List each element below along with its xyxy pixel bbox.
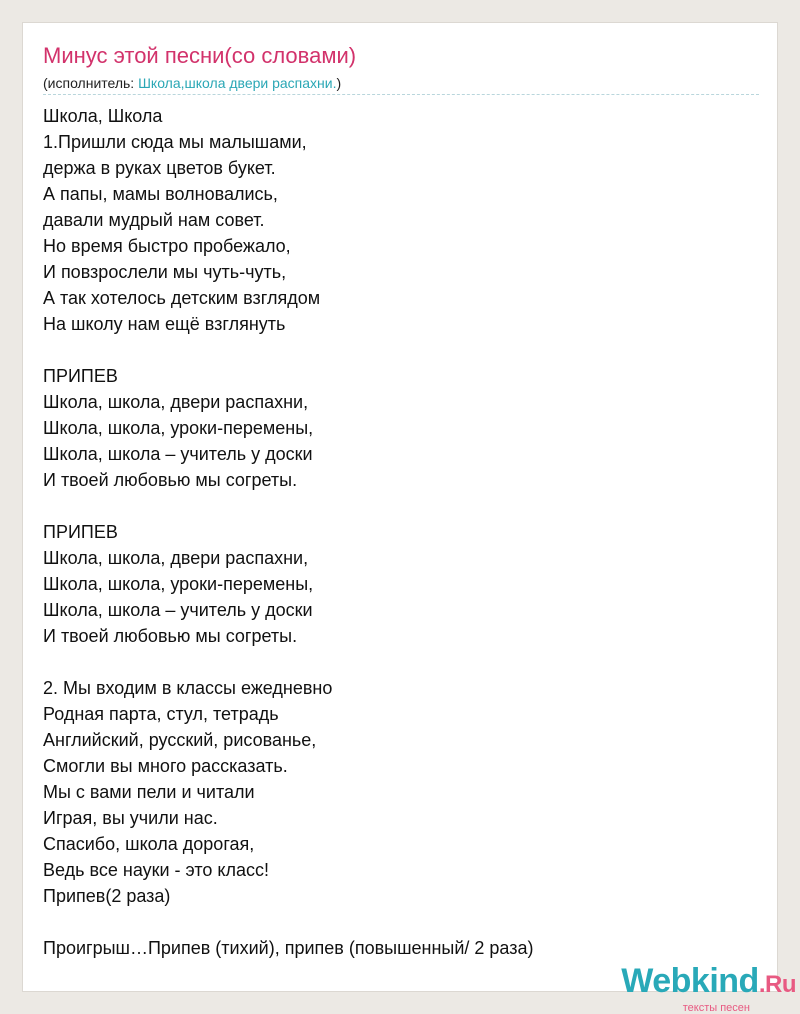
performer-prefix: (исполнитель: — [43, 75, 139, 91]
logo-tagline: тексты песен — [682, 1002, 750, 1014]
logo-main-text: Webkind — [621, 962, 759, 1000]
logo-wordmark — [596, 964, 796, 1002]
page-title: Минус этой песни(со словами) — [43, 43, 357, 68]
divider — [43, 94, 759, 95]
logo-tld-text: .Ru — [758, 971, 796, 998]
site-logo[interactable] — [596, 962, 796, 1014]
performer-suffix: ) — [336, 75, 342, 91]
performer-line — [43, 73, 341, 93]
performer-link[interactable]: Школа,школа двери распахни. — [138, 75, 337, 91]
lyrics-text: Школа, Школа 1.Пришли сюда мы малышами, держа в руках цветов букет. А папы, мамы волновались, давали мудрый нам совет. Но время быстро пробежало, И повзрослели мы чуть-чуть, А так хотелось детским взглядом На школу нам ещё взглянуть ПРИПЕВ Школа, школа, двери распахни, Школа, школа, уроки-перемены, Школа, школа – учитель у доски И твоей любовью мы согреты. ПРИПЕВ Школа, школа, двери распахни, Школа, школа, уроки-перемены, Школа, школа – учитель у доски И твоей любовью мы согреты. 2. Мы входим в классы ежедневно Родная парта, стул, тетрадь Английский, русский, рисованье, Смогли вы много рассказать. Мы с вами пели и читали Играя, вы учили нас. Спасибо, школа дорогая, Ведь все науки - это класс! Припев(2 раза) Проигрыш…Припев (тихий), припев (повышенный/ 2 раза) — [43, 106, 534, 958]
lyrics-card — [22, 22, 778, 992]
